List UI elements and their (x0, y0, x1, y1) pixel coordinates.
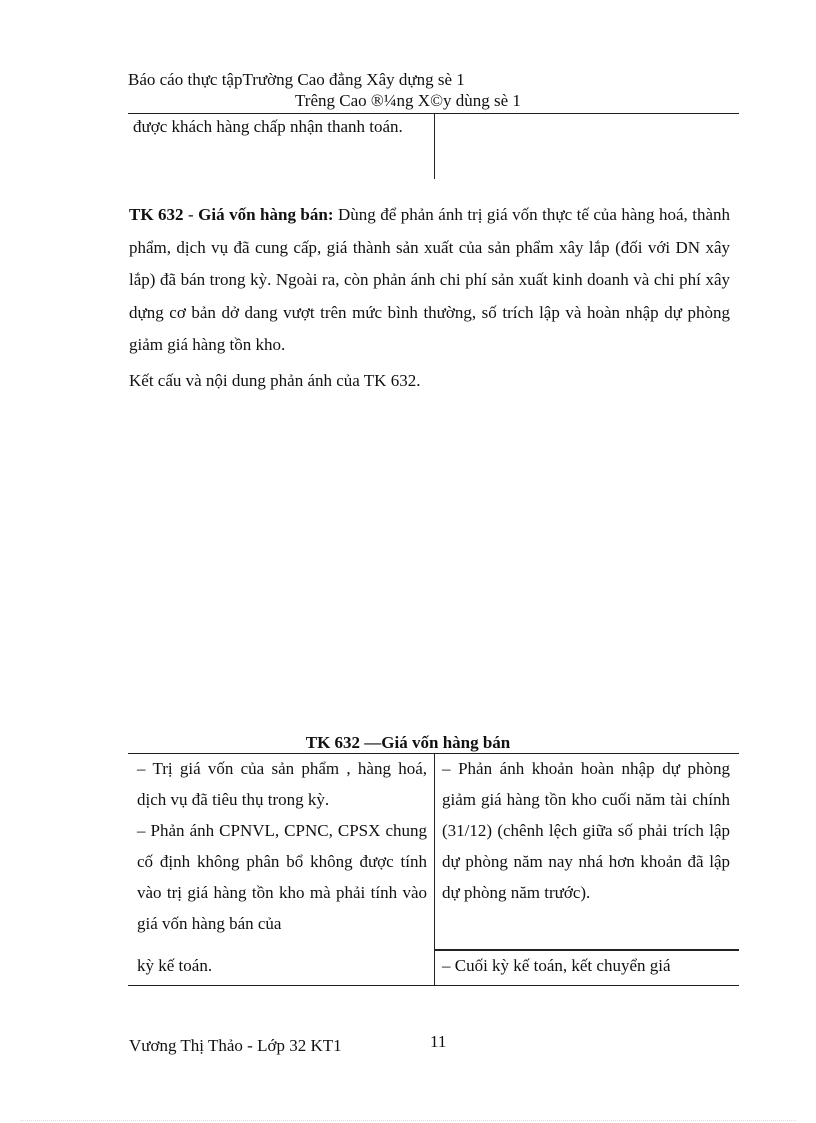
structure-line: Kết cấu và nội dung phản ánh của TK 632. (129, 371, 421, 390)
paragraph-lead: TK 632 - Giá vốn hàng bán: (129, 205, 334, 224)
credit-continuation: – Cuối kỳ kế toán, kết chuyển giá (442, 956, 671, 975)
credit-item: – Phản ánh khoản hoàn nhập dự phòng giảm giá hàng tồn kho cuối năm tài chính (31/12) (chênh lệch giữa số phải trích lập dự phòng năm nay nhá hơn khoản đã lập dự phòng năm trước). (442, 759, 730, 902)
footer-author: Vương Thị Thảo - Lớp 32 KT1 (129, 1036, 342, 1055)
top-table-divider (434, 113, 435, 179)
tk632-paragraph (129, 199, 730, 362)
account-table-bottom-rule (128, 985, 739, 986)
school-header: Trêng Cao ®¼ng X©y dùng sè 1 (295, 91, 521, 110)
account-table-mid-rule (434, 949, 739, 951)
paragraph-body: Dùng để phản ánh trị giá vốn thực tế của hàng hoá, thành phẩm, dịch vụ đã cung cấp, giá thành sản xuất của sản phẩm xây lắp (đối với DN xây lắp) đã bán trong kỳ. Ngoài ra, còn phản ánh chi phí sản xuất kinh doanh và chi phí xây dựng cơ bản dở dang vượt trên mức bình thường, số trích lập và hoàn nhập dự phòng giảm giá hàng tồn kho. (129, 205, 730, 355)
debit-item: – Phản ánh CPNVL, CPNC, CPSX chung cố định không phân bổ không được tính vào trị giá hàng tồn kho mà phải tính vào giá vốn hàng bán của (137, 821, 427, 933)
credit-column (442, 753, 730, 908)
debit-column (137, 753, 427, 939)
report-header: Báo cáo thực tậpTrường Cao đẳng Xây dựng sè 1 (128, 70, 465, 89)
paragraph-lead-account: TK 632 (129, 205, 184, 224)
top-table-left-cell: được khách hàng chấp nhận thanh toán. (133, 117, 403, 136)
account-table-title: TK 632 —Giá vốn hàng bán (305, 733, 511, 752)
debit-item: – Trị giá vốn của sản phẩm , hàng hoá, dịch vụ đã tiêu thụ trong kỳ. (137, 759, 427, 809)
page-number: 11 (430, 1032, 447, 1051)
page-bottom-border (20, 1120, 796, 1121)
debit-continuation: kỳ kế toán. (137, 956, 213, 975)
paragraph-lead-title: Giá vốn hàng bán: (198, 205, 334, 224)
